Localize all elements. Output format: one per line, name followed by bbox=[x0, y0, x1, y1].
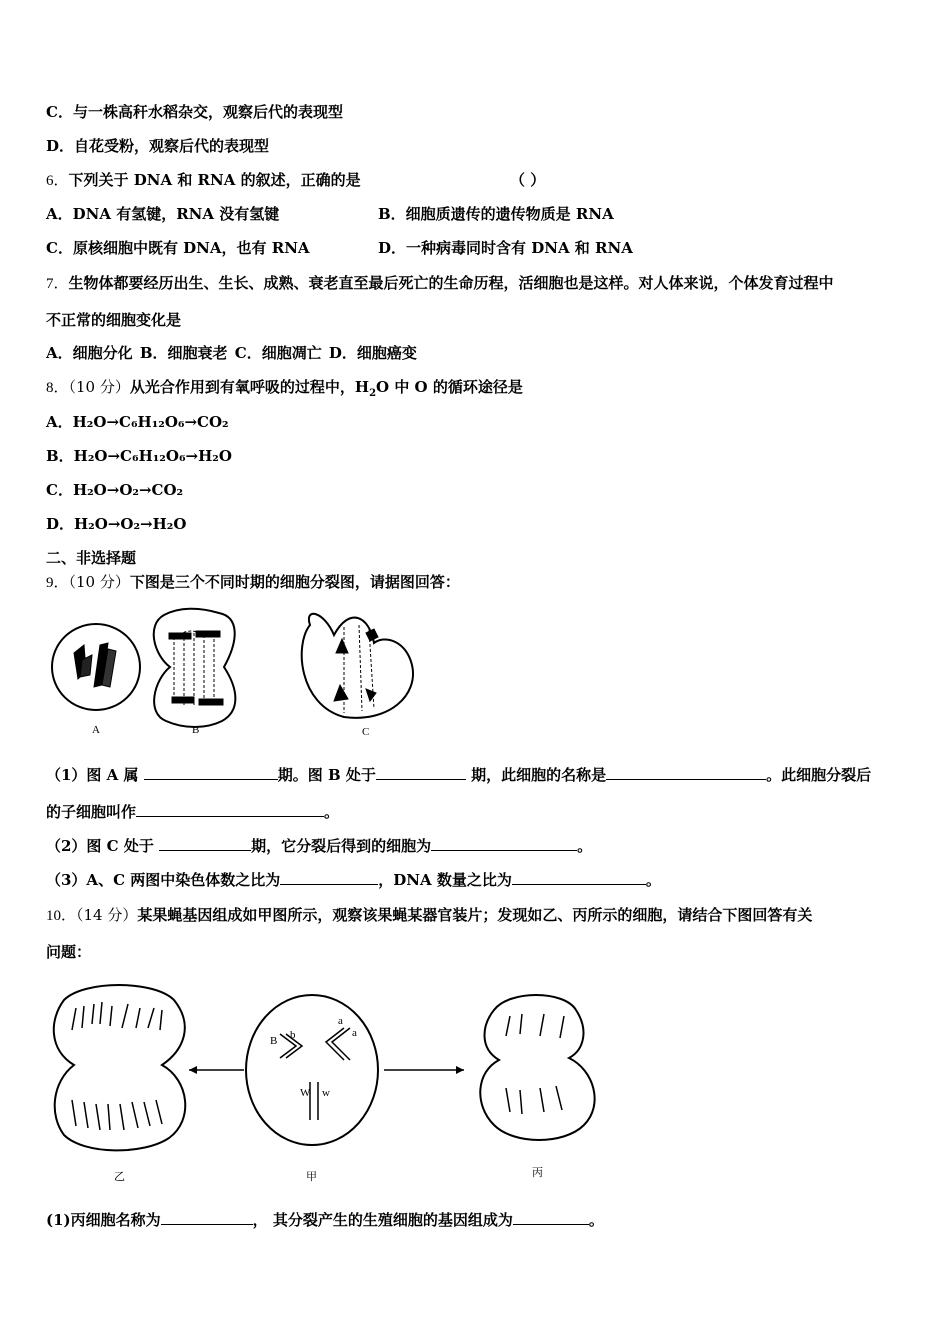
cell-c-diagram bbox=[302, 614, 413, 738]
arrow-to-yi-head bbox=[189, 1066, 197, 1074]
cell-division-figure bbox=[44, 605, 424, 745]
q6-stem bbox=[46, 170, 361, 191]
cell-a-diagram bbox=[52, 624, 140, 736]
q6-number: 6． bbox=[46, 173, 69, 189]
q9-p1-text-f: 。 bbox=[324, 803, 340, 821]
q9-part2 bbox=[46, 836, 592, 856]
q10-part1 bbox=[46, 1210, 604, 1230]
q10-stem-line1 bbox=[46, 905, 812, 926]
q7-number: 7． bbox=[46, 276, 69, 292]
cell-a-label: A bbox=[92, 724, 100, 736]
q7-stem-text: 生物体都要经历出生、生长、成熟、衰老直至最后死亡的生命历程，活细胞也是这样。对人体来说，个体发育过程中 bbox=[68, 274, 834, 292]
gene-label-b: b bbox=[290, 1029, 296, 1041]
q8-stem-text-a: 从光合作用到有氧呼吸的过程中，H bbox=[129, 378, 370, 396]
q8-stem-subscript: 2 bbox=[369, 388, 377, 399]
gene-label-B: B bbox=[270, 1035, 278, 1047]
q10-p1-text-c: 。 bbox=[588, 1211, 604, 1229]
q8-score: （10 分） bbox=[68, 378, 130, 396]
q9-part1-line2 bbox=[46, 802, 339, 822]
q10-answer-blank-2[interactable] bbox=[513, 1210, 589, 1225]
q9-p3-text-b: ，DNA 数量之比为 bbox=[378, 871, 512, 889]
q9-p3-text-a: （3）A、C 两图中染色体数之比为 bbox=[46, 871, 281, 889]
q6-option-b: B．细胞质遗传的遗传物质是 RNA bbox=[378, 205, 614, 223]
q7-stem-line1 bbox=[46, 273, 834, 294]
q9-p2-text-a: （2）图 C 处于 bbox=[46, 837, 154, 855]
q8-option-a: A．H₂O→C₆H₁₂O₆→CO₂ bbox=[46, 413, 229, 431]
q10-p1-text-b: ， 其分裂产生的生殖细胞的基因组成为 bbox=[252, 1211, 513, 1229]
q8-option-c: C．H₂O→O₂→CO₂ bbox=[46, 481, 184, 499]
q9-p2-text-c: 。 bbox=[577, 837, 593, 855]
q9-answer-blank-4[interactable] bbox=[136, 802, 324, 817]
cell-yi-diagram bbox=[54, 985, 185, 1183]
cell-bing-label: 丙 bbox=[532, 1167, 543, 1179]
q9-answer-blank-1[interactable] bbox=[144, 765, 278, 780]
gene-label-W: W bbox=[300, 1087, 311, 1099]
q8-stem bbox=[46, 377, 523, 404]
q9-p3-text-c: 。 bbox=[645, 871, 661, 889]
q10-answer-blank-1[interactable] bbox=[161, 1210, 253, 1225]
cell-c-label: C bbox=[362, 726, 370, 738]
cell-b-diagram bbox=[154, 609, 236, 736]
q9-p1-text-c: 期，此细胞的名称是 bbox=[471, 766, 607, 784]
q9-stem-text: 下图是三个不同时期的细胞分裂图，请据图回答： bbox=[129, 573, 460, 591]
q9-answer-blank-8[interactable] bbox=[512, 870, 646, 885]
q9-p2-text-b: 期，它分裂后得到的细胞为 bbox=[251, 837, 432, 855]
q9-part1-line1 bbox=[46, 765, 871, 785]
q6-option-c: C．原核细胞中既有 DNA，也有 RNA bbox=[46, 239, 310, 257]
cell-jia-diagram bbox=[246, 995, 378, 1183]
gene-label-a-2: a bbox=[352, 1027, 357, 1039]
q9-answer-blank-6[interactable] bbox=[431, 836, 577, 851]
q8-stem-text-b: O 中 O 的循环途径是 bbox=[376, 378, 523, 396]
cell-bing-diagram bbox=[480, 995, 594, 1179]
q6-option-a: A．DNA 有氢键，RNA 没有氢键 bbox=[46, 205, 280, 223]
q8-option-b: B．H₂O→C₆H₁₂O₆→H₂O bbox=[46, 447, 232, 465]
q5-option-d: D．自花受粉，观察后代的表现型 bbox=[46, 137, 270, 155]
section-heading: 二、非选择题 bbox=[46, 549, 137, 567]
q9-number: 9． bbox=[46, 575, 69, 591]
q9-part3 bbox=[46, 870, 661, 890]
cell-b-label: B bbox=[192, 724, 200, 736]
q9-answer-blank-5[interactable] bbox=[159, 836, 251, 851]
q9-answer-blank-2[interactable] bbox=[376, 765, 466, 780]
q10-stem-line2: 问题： bbox=[46, 943, 92, 961]
q9-p1-text-e: 的子细胞叫作 bbox=[46, 803, 137, 821]
arrow-to-bing-head bbox=[456, 1066, 464, 1074]
cell-yi-label: 乙 bbox=[114, 1171, 125, 1183]
q9-p1-text-a: （1）图 A 属 bbox=[46, 766, 139, 784]
q9-p1-text-d: 。此细胞分裂后 bbox=[766, 766, 872, 784]
q9-answer-blank-3[interactable] bbox=[606, 765, 766, 780]
q10-stem-text: 某果蝇基因组成如甲图所示，观察该果蝇某器官装片；发现如乙、丙所示的细胞，请结合下图回答有关 bbox=[137, 906, 813, 924]
q10-number: 10． bbox=[46, 908, 77, 924]
q8-number: 8． bbox=[46, 380, 69, 396]
q5-option-c: C．与一株高秆水稻杂交，观察后代的表现型 bbox=[46, 103, 343, 121]
q10-p1-text-a: (1)丙细胞名称为 bbox=[46, 1211, 161, 1229]
q9-p1-text-b: 期。图 B 处于 bbox=[277, 766, 376, 784]
q7-stem-line2: 不正常的细胞变化是 bbox=[46, 311, 182, 329]
q10-score: （14 分） bbox=[76, 906, 138, 924]
q6-stem-text: 下列关于 DNA 和 RNA 的叙述，正确的是 bbox=[68, 171, 361, 189]
cell-jia-label: 甲 bbox=[306, 1171, 317, 1183]
q6-answer-paren: （ ） bbox=[510, 171, 546, 189]
q6-option-d: D．一种病毒同时含有 DNA 和 RNA bbox=[378, 239, 633, 257]
q9-score: （10 分） bbox=[68, 573, 130, 591]
q9-answer-blank-7[interactable] bbox=[280, 870, 378, 885]
fruit-fly-cell-figure bbox=[44, 980, 614, 1190]
q7-options: A．细胞分化 B．细胞衰老 C．细胞凋亡 D．细胞癌变 bbox=[46, 344, 417, 362]
gene-label-a-1: a bbox=[338, 1015, 343, 1027]
q9-stem bbox=[46, 572, 460, 593]
q8-option-d: D．H₂O→O₂→H₂O bbox=[46, 515, 187, 533]
gene-label-w: w bbox=[322, 1087, 330, 1099]
